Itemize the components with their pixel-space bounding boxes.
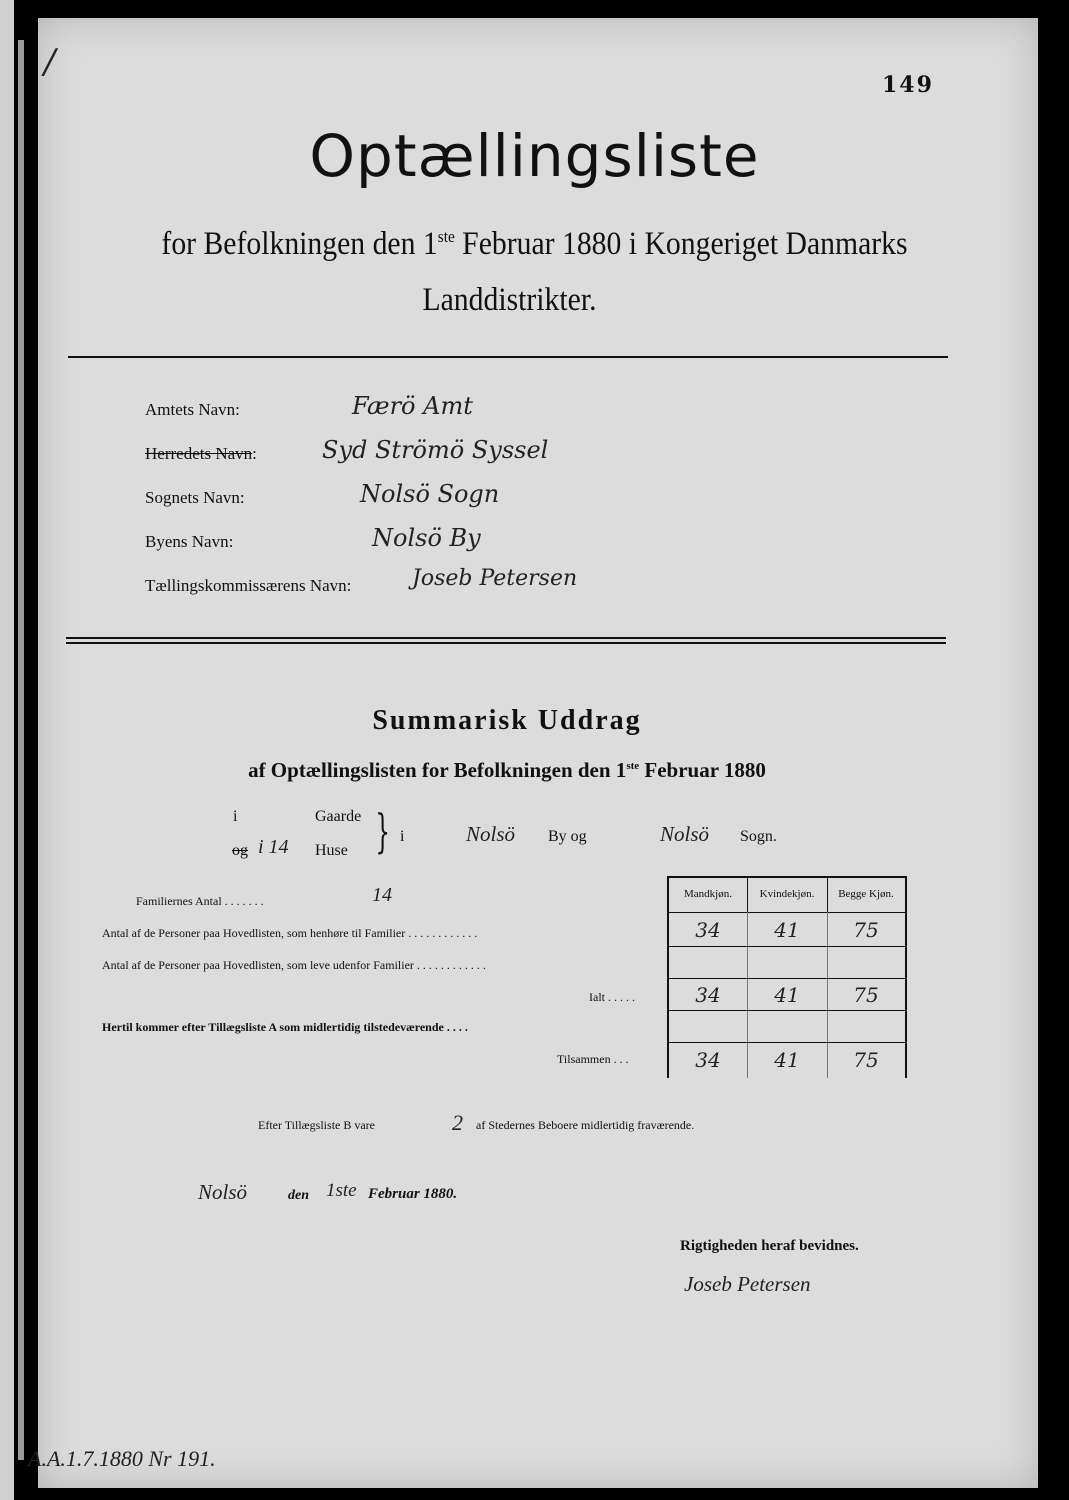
sogn-label: Sognets Navn: bbox=[145, 488, 245, 507]
cell-r5-begge: 75 bbox=[853, 1047, 879, 1072]
by-value: Nolsö By bbox=[372, 524, 481, 552]
cell-r3-begge: 75 bbox=[853, 982, 879, 1007]
section-divider-1 bbox=[66, 637, 946, 639]
herred-label-row bbox=[145, 444, 257, 464]
section-divider-2 bbox=[66, 642, 946, 644]
table-row-rule-3 bbox=[669, 1010, 905, 1011]
adjacent-page-edge bbox=[0, 0, 14, 1500]
attest-label: Rigtigheden heraf bevidnes. bbox=[680, 1238, 859, 1254]
subtitle-sup: ste bbox=[437, 227, 455, 246]
familiernes-label: Familiernes Antal . . . . . . . bbox=[136, 894, 264, 908]
i2-label: i bbox=[400, 828, 405, 845]
archive-note: A.A.1.7.1880 Nr 191. bbox=[28, 1446, 216, 1471]
og-label: og bbox=[232, 842, 248, 859]
page-subtitle bbox=[53, 226, 1015, 263]
cell-r5-mand: 34 bbox=[695, 1047, 721, 1072]
row-label-tilsammen: Tilsammen . . . bbox=[557, 1052, 629, 1066]
huse-label: Huse bbox=[315, 842, 348, 859]
summary-by-value: Nolsö bbox=[466, 822, 516, 846]
by-og-label: By og bbox=[548, 828, 587, 845]
absent-pre: Efter Tillægsliste B vare bbox=[258, 1118, 375, 1132]
binding-shadow bbox=[18, 40, 24, 1460]
row-label-udenfor: Antal af de Personer paa Hovedlisten, som leve udenfor Familier . . . . . . . . . . . . bbox=[102, 958, 486, 972]
cell-r1-begge: 75 bbox=[853, 917, 879, 942]
summary-subtitle-pre: af Optællingslisten for Befolkningen den 1 bbox=[248, 758, 627, 782]
subtitle-pre: for Befolkningen den 1 bbox=[161, 226, 438, 262]
row-label-familier: Antal af de Personer paa Hovedlisten, som henhøre til Familier . . . . . . . . . . . . bbox=[102, 926, 478, 940]
herred-label: Herredets Navn bbox=[145, 444, 253, 463]
absent-post: af Stedernes Beboere midlertidig fraværende. bbox=[476, 1118, 695, 1132]
page-subtitle-line2: Landdistrikter. bbox=[422, 282, 597, 318]
page-title: Optællingsliste bbox=[309, 122, 760, 190]
date-day: 1ste bbox=[326, 1180, 357, 1201]
summary-table bbox=[667, 876, 907, 1078]
summary-subtitle-sup: ste bbox=[626, 760, 640, 772]
header-divider bbox=[68, 356, 948, 358]
kommissaer-label: Tællingskommissærens Navn: bbox=[145, 576, 352, 595]
corner-mark: / bbox=[44, 42, 56, 82]
table-row-rule-1 bbox=[669, 946, 905, 947]
cell-r1-mand: 34 bbox=[695, 917, 721, 942]
date-place: Nolsö bbox=[198, 1180, 248, 1204]
familiernes-value: 14 bbox=[372, 884, 392, 906]
summary-subtitle bbox=[0, 758, 1014, 783]
sogn-label-summary: Sogn. bbox=[740, 828, 777, 845]
table-row-rule-4 bbox=[669, 1042, 905, 1043]
subtitle-post: Februar 1880 i Kongeriget Danmarks bbox=[454, 226, 908, 262]
gaarde-i-label: i bbox=[233, 808, 238, 825]
cell-r3-mand: 34 bbox=[695, 982, 721, 1007]
kommissaer-value: Joseb Petersen bbox=[412, 566, 578, 591]
date-month-year: Februar 1880. bbox=[368, 1186, 458, 1202]
by-label: Byens Navn: bbox=[145, 532, 234, 551]
herred-colon: : bbox=[252, 444, 257, 463]
row-label-tillaeg-a: Hertil kommer efter Tillægsliste A som midlertidig tilstedeværende . . . . bbox=[102, 1020, 468, 1034]
cell-r1-kvinde: 41 bbox=[774, 917, 800, 942]
col-header-mand: Mandkjøn. bbox=[684, 888, 732, 900]
date-den: den bbox=[288, 1188, 309, 1203]
row-label-ialt: Ialt . . . . . bbox=[589, 990, 635, 1004]
huse-count: i 14 bbox=[258, 836, 289, 858]
attest-signature: Joseb Petersen bbox=[684, 1272, 811, 1296]
absent-value: 2 bbox=[452, 1110, 463, 1135]
col-header-begge: Begge Kjøn. bbox=[838, 888, 894, 900]
col-header-kvinde: Kvindekjøn. bbox=[759, 888, 815, 900]
gaarde-label: Gaarde bbox=[315, 808, 362, 825]
herred-value: Syd Strömö Syssel bbox=[322, 436, 549, 464]
cell-r5-kvinde: 41 bbox=[774, 1047, 800, 1072]
page-number: 149 bbox=[882, 72, 934, 98]
cell-r3-kvinde: 41 bbox=[774, 982, 800, 1007]
sogn-value: Nolsö Sogn bbox=[360, 480, 500, 508]
brace-icon: } bbox=[375, 804, 390, 858]
amt-label: Amtets Navn: bbox=[145, 400, 240, 419]
summary-title: Summarisk Uddrag bbox=[372, 705, 642, 736]
summary-sogn-value: Nolsö bbox=[660, 822, 710, 846]
summary-subtitle-post: Februar 1880 bbox=[639, 758, 766, 782]
table-header-rule bbox=[669, 912, 905, 913]
amt-value: Færö Amt bbox=[352, 392, 473, 420]
